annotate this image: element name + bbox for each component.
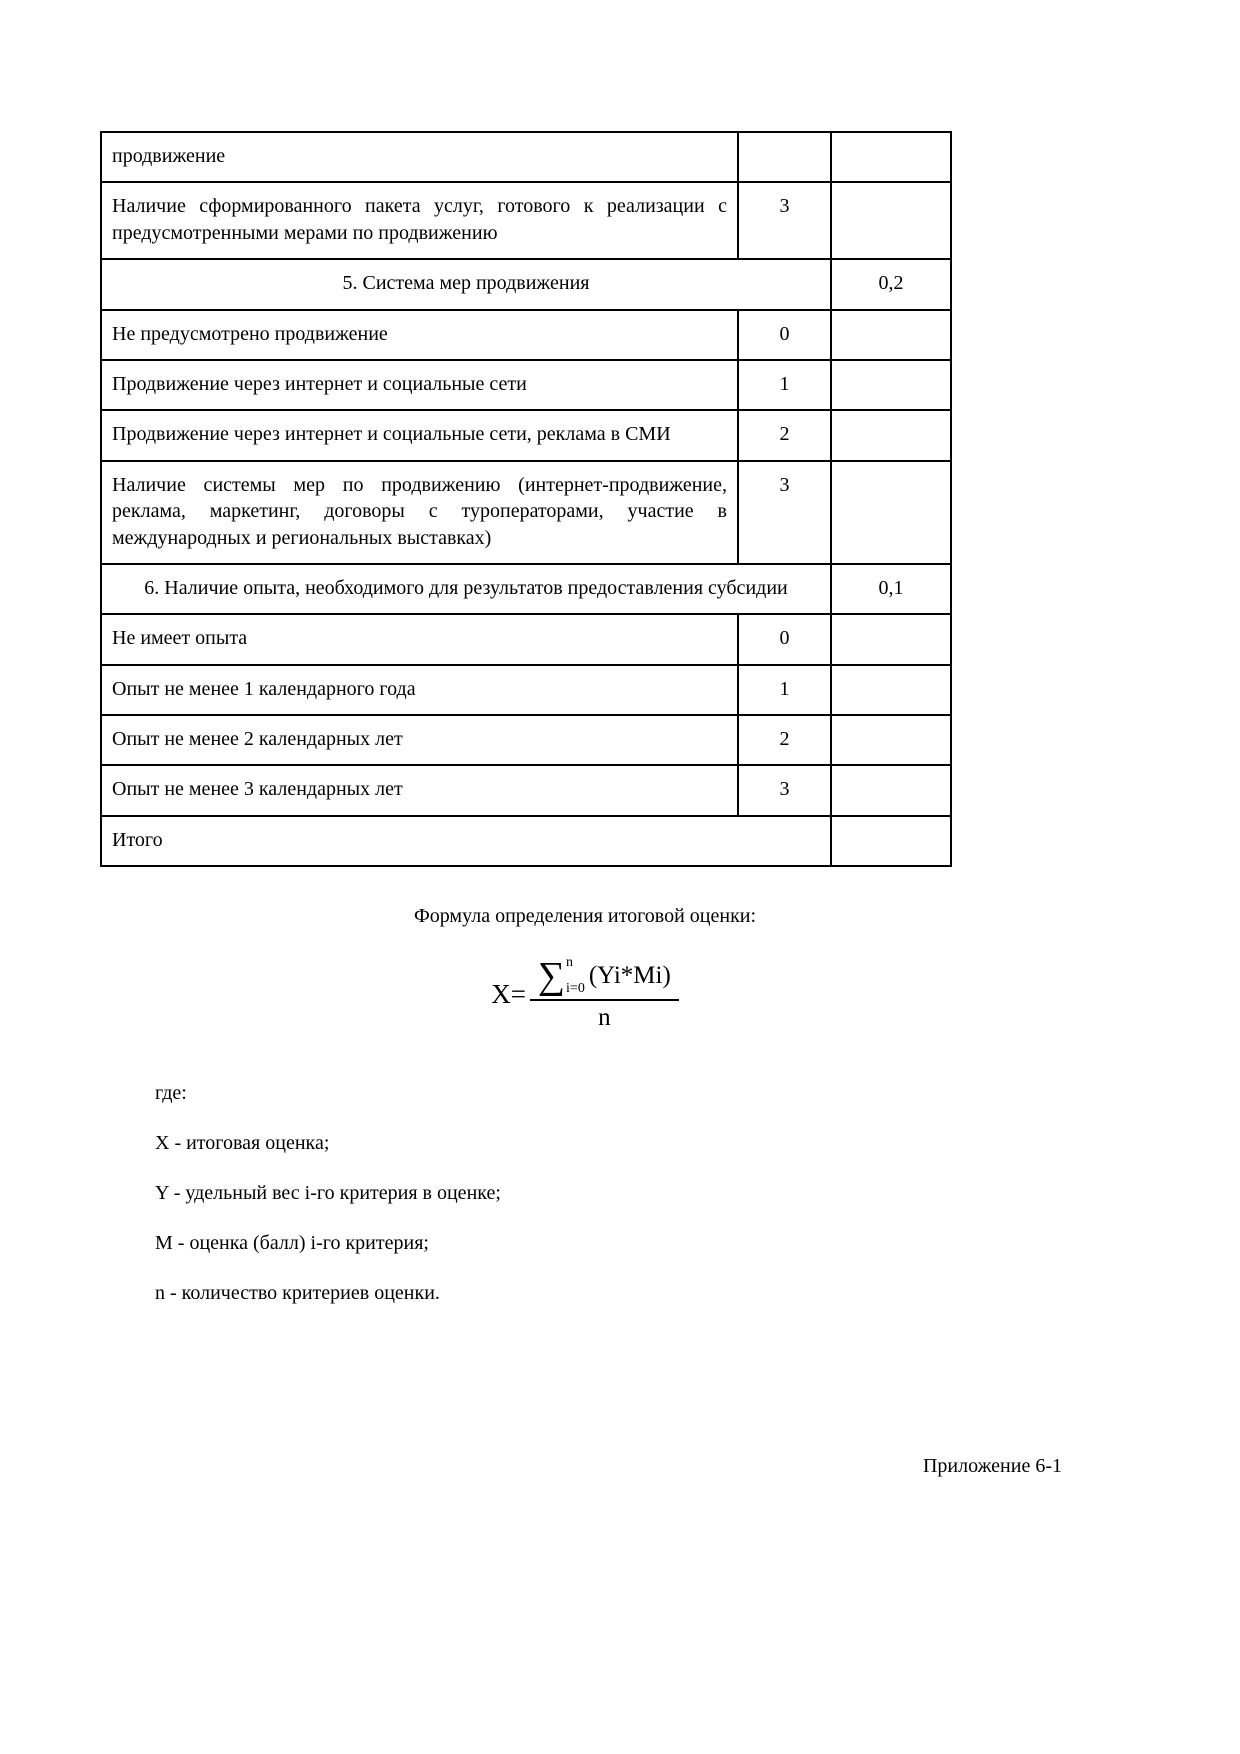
- criterion-text: Наличие системы мер по продвижению (интернет-продвижение, реклама, маркетинг, договоры с туроператорами, участие в международных и региональных выставках): [101, 461, 738, 564]
- definition-line: X - итоговая оценка;: [155, 1132, 330, 1155]
- table-row: [101, 132, 951, 182]
- criterion-score: 0: [738, 310, 831, 360]
- table-row: [101, 765, 951, 815]
- definitions-intro: где:: [155, 1082, 187, 1105]
- table-row: [101, 461, 951, 564]
- criterion-weight: [831, 310, 951, 360]
- appendix-label: Приложение 6-1: [922, 1455, 1062, 1478]
- formula-title: Формула определения итоговой оценки:: [413, 905, 757, 928]
- section-title: 6. Наличие опыта, необходимого для результатов предоставления субсидии: [101, 564, 831, 614]
- table-row: [101, 182, 951, 259]
- definitions-list: [100, 1132, 1140, 1305]
- table-section-row: [101, 564, 951, 614]
- criterion-score: 1: [738, 360, 831, 410]
- formula-numerator: [530, 956, 679, 1001]
- formula-lhs: X=: [491, 978, 526, 1009]
- criterion-weight: [831, 410, 951, 460]
- criterion-score: 3: [738, 765, 831, 815]
- criterion-score: 0: [738, 614, 831, 664]
- sigma-lower-limit: i=0: [566, 981, 585, 997]
- criterion-text: Не предусмотрено продвижение: [101, 310, 738, 360]
- criterion-score: 3: [738, 461, 831, 564]
- criterion-text: Наличие сформированного пакета услуг, готового к реализации с предусмотренными мерами по продвижению: [101, 182, 738, 259]
- criterion-score: 2: [738, 715, 831, 765]
- sigma-upper-limit: n: [566, 955, 574, 971]
- criterion-score: 1: [738, 665, 831, 715]
- criterion-text: Опыт не менее 2 календарных лет: [101, 715, 738, 765]
- definition-line: М - оценка (балл) i-го критерия;: [155, 1232, 429, 1255]
- total-label: Итого: [101, 816, 831, 866]
- section-weight: 0,2: [831, 259, 951, 309]
- criteria-table: [100, 131, 952, 867]
- criterion-weight: [831, 715, 951, 765]
- table-total-row: [101, 816, 951, 866]
- table-row: [101, 360, 951, 410]
- table-row: [101, 310, 951, 360]
- criterion-weight: [831, 614, 951, 664]
- criterion-weight: [831, 665, 951, 715]
- criterion-weight: [831, 765, 951, 815]
- criterion-weight: [831, 182, 951, 259]
- table-row: [101, 665, 951, 715]
- formula-section: [100, 905, 1070, 1032]
- criterion-text: продвижение: [101, 132, 738, 182]
- criterion-score: 2: [738, 410, 831, 460]
- definition-line: n - количество критериев оценки.: [155, 1282, 440, 1305]
- criterion-score: [738, 132, 831, 182]
- section-title: 5. Система мер продвижения: [101, 259, 831, 309]
- criterion-text: Продвижение через интернет и социальные сети, реклама в СМИ: [101, 410, 738, 460]
- table-row: [101, 410, 951, 460]
- table-row: [101, 614, 951, 664]
- total-weight: [831, 816, 951, 866]
- definition-line: Y - удельный вес i-го критерия в оценке;: [155, 1182, 501, 1205]
- sigma-limits: [566, 956, 585, 996]
- criterion-text: Опыт не менее 3 календарных лет: [101, 765, 738, 815]
- table-section-row: [101, 259, 951, 309]
- formula-denominator: n: [598, 1004, 611, 1032]
- table-row: [101, 715, 951, 765]
- criterion-weight: [831, 132, 951, 182]
- criterion-weight: [831, 360, 951, 410]
- criterion-text: Продвижение через интернет и социальные сети: [101, 360, 738, 410]
- sum-expression: (Yi*Mi): [588, 962, 671, 990]
- criterion-text: Опыт не менее 1 календарного года: [101, 665, 738, 715]
- section-weight: 0,1: [831, 564, 951, 614]
- sigma-symbol: ∑: [537, 955, 566, 998]
- criterion-score: 3: [738, 182, 831, 259]
- formula-fraction: [530, 956, 679, 1032]
- criterion-text: Не имеет опыта: [101, 614, 738, 664]
- criterion-weight: [831, 461, 951, 564]
- score-formula: [100, 956, 1070, 1032]
